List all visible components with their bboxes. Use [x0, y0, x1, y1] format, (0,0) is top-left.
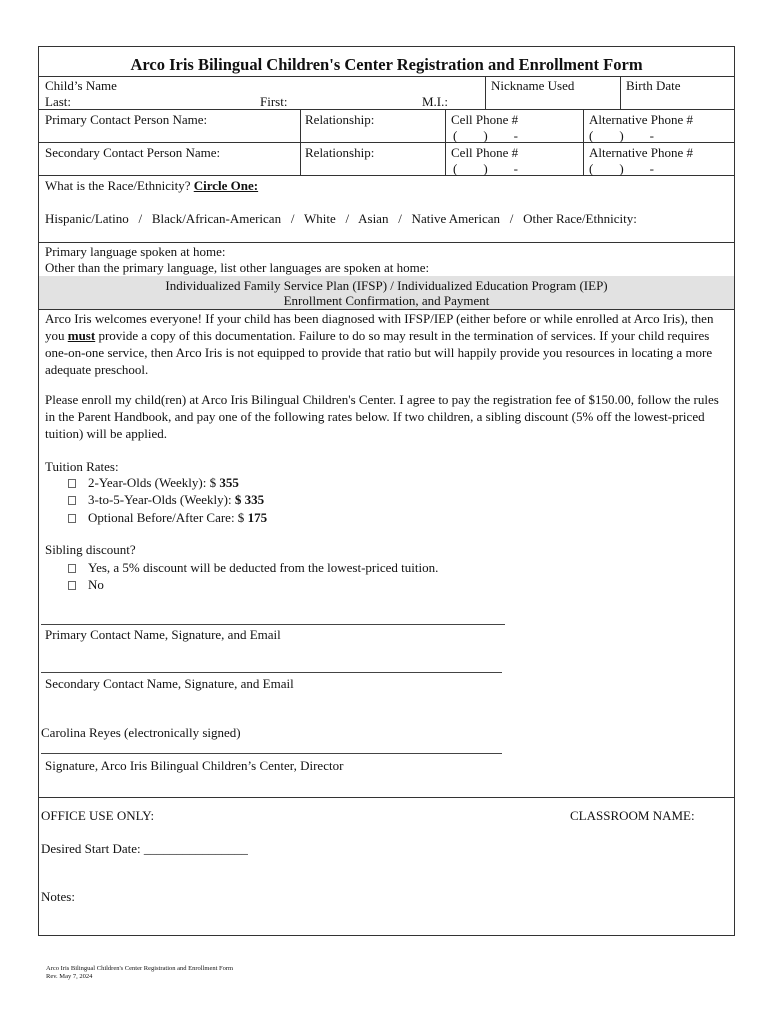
sibling-no-label: No: [88, 577, 104, 592]
secondary-relationship-field[interactable]: Relationship:: [305, 145, 375, 160]
tuition-option-label: 3-to-5-Year-Olds (Weekly):: [88, 492, 235, 507]
race-instruction: Circle One:: [193, 178, 259, 193]
divider: [39, 797, 734, 798]
divider: [485, 76, 486, 109]
divider: [445, 109, 446, 175]
middle-initial-field[interactable]: M.I.:: [422, 94, 448, 109]
form-footer: [46, 965, 233, 981]
tuition-option-amount: $ 335: [234, 492, 265, 507]
sibling-no-option[interactable]: [68, 577, 104, 592]
race-question-text: What is the Race/Ethnicity?: [45, 178, 194, 193]
divider: [39, 109, 734, 110]
form-title: Arco Iris Bilingual Children's Center Registration and Enrollment Form: [130, 55, 643, 74]
checkbox-icon[interactable]: [68, 514, 76, 523]
checkbox-icon[interactable]: [68, 496, 76, 505]
divider: [620, 76, 621, 109]
notes-field[interactable]: Notes:: [41, 889, 75, 904]
sibling-yes-label: Yes, a 5% discount will be deducted from the lowest-priced tuition.: [88, 560, 439, 575]
registration-form: [38, 46, 735, 936]
welcome-paragraph: [45, 310, 729, 378]
sibling-label: Sibling discount?: [45, 542, 136, 557]
race-options[interactable]: Hispanic/Latino / Black/African-American / White / Asian / Native American / Other Race/Ethnicity:: [45, 211, 637, 226]
tuition-label: Tuition Rates:: [45, 459, 119, 474]
sibling-yes-option[interactable]: [68, 560, 438, 575]
primary-alt-field[interactable]: ( ) -: [589, 128, 654, 143]
checkbox-icon[interactable]: [68, 564, 76, 573]
footer-revision: Rev. May 7, 2024: [46, 973, 93, 980]
primary-signature-label: Primary Contact Name, Signature, and Email: [45, 627, 281, 642]
secondary-alt-label: Alternative Phone #: [589, 145, 693, 160]
section-header-line2: Enrollment Confirmation, and Payment: [283, 293, 490, 308]
director-signed-name: Carolina Reyes (electronically signed): [41, 725, 241, 740]
welcome-must: must: [67, 328, 96, 343]
secondary-contact-name-field[interactable]: Secondary Contact Person Name:: [45, 145, 221, 160]
primary-cell-field[interactable]: ( ) -: [453, 128, 518, 143]
director-signature-label: Signature, Arco Iris Bilingual Children’s Center, Director: [45, 758, 344, 773]
divider: [300, 109, 301, 175]
tuition-option[interactable]: [68, 475, 239, 490]
checkbox-icon[interactable]: [68, 581, 76, 590]
office-use-label: OFFICE USE ONLY:: [41, 808, 155, 823]
secondary-signature-label: Secondary Contact Name, Signature, and Email: [45, 676, 294, 691]
secondary-alt-field[interactable]: ( ) -: [589, 161, 654, 176]
primary-language-field[interactable]: Primary language spoken at home:: [45, 244, 226, 259]
secondary-cell-label: Cell Phone #: [451, 145, 519, 160]
divider: [583, 109, 584, 175]
tuition-option-amount: 175: [247, 510, 268, 525]
secondary-cell-field[interactable]: ( ) -: [453, 161, 518, 176]
tuition-option-label: 2-Year-Olds (Weekly): $: [88, 475, 220, 490]
checkbox-icon[interactable]: [68, 479, 76, 488]
nickname-field[interactable]: Nickname Used: [491, 78, 575, 93]
welcome-text-before: Arco Iris welcomes everyone! If your child has been diagnosed with IFSP/IEP (either before or while enrolled at Arco Iris), then you: [45, 311, 714, 343]
tuition-option-label: Optional Before/After Care: $: [88, 510, 248, 525]
first-name-field[interactable]: First:: [260, 94, 288, 109]
secondary-signature-line[interactable]: [41, 672, 502, 673]
enroll-paragraph: Please enroll my child(ren) at Arco Iris Bilingual Children's Center. I agree to pay the registration fee of $150.00, follow the rules in the Parent Handbook, and pay one of the following rates below. If two children, a sibling discount (5% off the lowest-priced tuition) will be applied.: [45, 392, 719, 441]
desired-start-date-field[interactable]: Desired Start Date: ________________: [41, 841, 248, 856]
section-header-line1: Individualized Family Service Plan (IFSP) / Individualized Education Program (IEP): [165, 278, 608, 293]
tuition-option[interactable]: [68, 492, 264, 507]
primary-alt-label: Alternative Phone #: [589, 112, 693, 127]
last-name-field[interactable]: Last:: [45, 94, 71, 109]
tuition-option-amount: 355: [219, 475, 239, 490]
primary-signature-line[interactable]: [41, 624, 505, 625]
footer-title: Arco Iris Bilingual Children's Center Registration and Enrollment Form: [46, 965, 234, 972]
other-languages-field[interactable]: Other than the primary language, list other languages are spoken at home:: [45, 260, 430, 275]
tuition-option[interactable]: [68, 510, 267, 525]
primary-relationship-field[interactable]: Relationship:: [305, 112, 375, 127]
child-name-label: Child’s Name: [45, 78, 117, 93]
birth-date-field[interactable]: Birth Date: [626, 78, 681, 93]
classroom-name-field[interactable]: CLASSROOM NAME:: [570, 808, 695, 823]
primary-contact-name-field[interactable]: Primary Contact Person Name:: [45, 112, 208, 127]
director-signature-line: [41, 753, 502, 754]
primary-cell-label: Cell Phone #: [451, 112, 519, 127]
divider: [39, 242, 734, 243]
welcome-text-after: provide a copy of this documentation. Failure to do so may result in the termination of services. If your child requires one-on-one service, then Arco Iris is not equipped to provide that ratio but will happily provide you resources in locating a more adequate preschool.: [45, 328, 713, 377]
divider: [39, 76, 734, 77]
race-question: [45, 178, 258, 193]
